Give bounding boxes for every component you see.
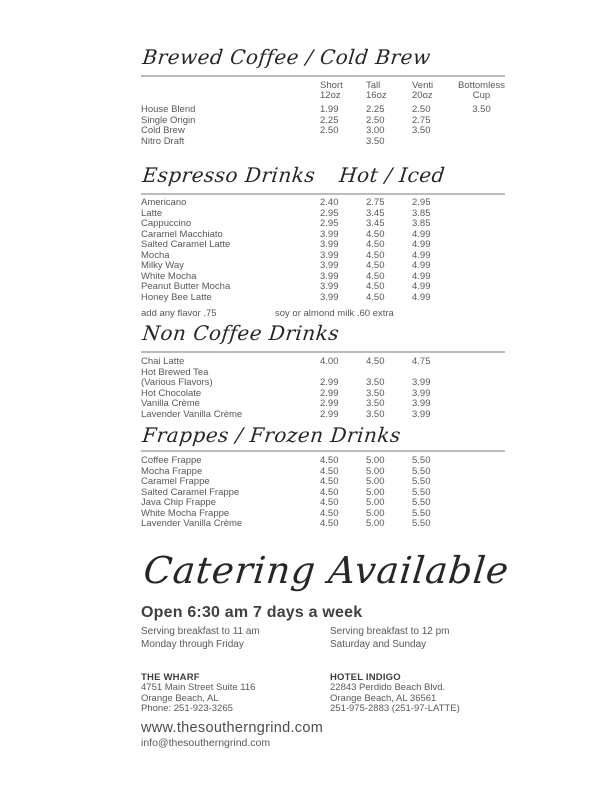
price-column-header: Tall 16oz [366, 80, 387, 101]
menu-item-price: 5.50 [412, 497, 431, 508]
menu-item-price: 2.50 [320, 125, 339, 136]
locations-section [141, 673, 505, 714]
section-title-main: Espresso Drinks [141, 163, 317, 187]
menu-item-row [141, 378, 505, 389]
hours-heading: Open 6:30 am 7 days a week [141, 604, 363, 621]
menu-item-price [412, 137, 458, 148]
menu-item-price: 3.50 [366, 387, 385, 399]
menu-item-name: Peanut Butter Mocha [141, 281, 231, 292]
menu-item-price: 3.99 [320, 260, 339, 271]
menu-items [141, 456, 505, 530]
menu-item-price: 4.50 [320, 476, 339, 487]
menu-item-name: Mocha Frappe [141, 465, 203, 477]
menu-item-price: 4.50 [366, 291, 385, 303]
menu-item-price: 5.50 [412, 518, 431, 529]
price-column-header: Short 12oz [320, 80, 343, 101]
section-title: Brewed Coffee / Cold Brew [141, 45, 432, 69]
menu-item-row [141, 240, 505, 251]
location-address-line: 4751 Main Street Suite 116 [141, 682, 256, 694]
menu-item-name: Milky Way [141, 260, 184, 271]
menu-item-price: 3.50 [366, 377, 385, 388]
menu-item-price: 5.50 [412, 455, 431, 466]
section-frappes [141, 421, 505, 530]
menu-item-price: 3.50 [366, 398, 385, 409]
menu-item-price: 5.50 [412, 465, 431, 477]
menu-item-name: Salted Caramel Latte [141, 239, 231, 250]
section-divider [141, 351, 505, 353]
milk-note: soy or almond milk .60 extra [275, 308, 394, 319]
menu-item-name: Honey Bee Latte [141, 291, 212, 303]
location-address-line: Orange Beach, AL 36561 [330, 692, 437, 704]
catering-section [141, 545, 512, 597]
menu-item-name: Caramel Macchiato [141, 228, 223, 240]
section-divider [141, 75, 505, 77]
menu-item-row [141, 519, 505, 530]
menu-item-price: 2.95 [412, 197, 431, 208]
menu-item-price: 3.99 [320, 239, 339, 250]
menu-item-price: 2.99 [320, 398, 339, 409]
menu-item-price: 5.00 [366, 507, 385, 519]
menu-item-price: 3.99 [412, 408, 431, 420]
price-column-header: Venti 20oz [412, 80, 434, 101]
menu-item-price: 4.75 [412, 356, 431, 367]
menu-item-price: 4.99 [412, 249, 431, 261]
section-espresso-drinks [141, 160, 505, 319]
menu-item-row [141, 293, 505, 304]
menu-item-row [141, 137, 505, 148]
menu-item-name: Caramel Frappe [141, 476, 210, 487]
menu-item-name: Single Origin [141, 114, 196, 126]
menu-item-price: 5.00 [366, 497, 385, 508]
menu-item-price: 3.99 [320, 291, 339, 303]
menu-item-price [458, 116, 505, 127]
contact-section [141, 720, 505, 750]
menu-item-price: 2.25 [320, 114, 339, 126]
menu-item-row [141, 219, 505, 230]
menu-item-price: 4.99 [412, 228, 431, 240]
menu-item-price: 4.50 [320, 465, 339, 477]
email-text: info@thesoutherngrind.com [141, 737, 271, 749]
menu-item-name: Cappuccino [141, 218, 192, 229]
menu-items [141, 357, 505, 420]
menu-item-name: Latte [141, 207, 163, 219]
weekday-hours: Serving breakfast to 11 am Monday through Friday [141, 626, 260, 650]
menu-item-price: 3.85 [412, 218, 431, 229]
menu-item-name: Cold Brew [141, 125, 185, 136]
menu-item-name: Lavender Vanilla Crème [141, 518, 243, 529]
menu-item-price: 2.95 [320, 218, 339, 229]
menu-item-price: 5.00 [366, 518, 385, 529]
menu-item-price: 4.50 [366, 239, 385, 250]
menu-item-price: 4.50 [320, 455, 339, 466]
menu-item-price: 4.50 [320, 486, 339, 498]
menu-item-price: 5.00 [366, 476, 385, 487]
menu-item-price: 4.99 [412, 260, 431, 271]
menu-item-price: 1.99 [320, 104, 339, 115]
menu-item-row [141, 498, 505, 509]
website-text: www.thesoutherngrind.com [141, 720, 324, 736]
menu-item-price: 4.00 [320, 356, 339, 367]
menu-item-row [141, 105, 505, 116]
menu-item-price: 3.99 [412, 387, 431, 399]
menu-item-price: 5.00 [366, 465, 385, 477]
menu-item-price: 5.50 [412, 507, 431, 519]
location-hotel-indigo [330, 673, 505, 714]
menu-item-price [458, 126, 505, 137]
flavor-note: add any flavor .75 [141, 308, 217, 319]
section-title: Frappes / Frozen Drinks [141, 423, 403, 447]
section-non-coffee-drinks [141, 318, 505, 420]
menu-item-price: 3.99 [320, 281, 339, 292]
menu-item-price: 2.99 [320, 408, 339, 420]
location-wharf [141, 673, 330, 714]
menu-item-row [141, 198, 505, 209]
price-column-header: Bottomless Cup [458, 80, 505, 101]
menu-item-price: 3.50 [366, 408, 385, 420]
menu-item-price: 4.99 [412, 291, 431, 303]
menu-item-price: 2.50 [412, 104, 431, 115]
menu-item-name: Nitro Draft [141, 135, 185, 147]
menu-item-name: House Blend [141, 104, 196, 115]
menu-item-price: 5.50 [412, 486, 431, 498]
menu-item-row [141, 357, 505, 368]
section-divider [141, 193, 505, 195]
location-address-line: 22843 Perdido Beach Blvd. [330, 682, 446, 694]
location-name: HOTEL INDIGO [330, 672, 401, 683]
section-title: Non Coffee Drinks [141, 321, 341, 345]
menu-item-price: 3.50 [472, 104, 491, 115]
menu-item-price: 3.99 [320, 270, 339, 282]
menu-item-price: 2.50 [366, 114, 385, 126]
menu-item-name: Java Chip Frappe [141, 497, 216, 508]
menu-item-name: Hot Brewed Tea [141, 366, 209, 378]
menu-item-name: Vanilla Crème [141, 398, 200, 409]
menu-item-price: 3.99 [412, 377, 431, 388]
menu-item-name: Hot Chocolate [141, 387, 202, 399]
menu-item-name: Americano [141, 197, 187, 208]
menu-item-price: 3.99 [320, 228, 339, 240]
menu-item-row [141, 282, 505, 293]
menu-item-price: 2.75 [366, 197, 385, 208]
menu-item-row [141, 477, 505, 488]
menu-item-row [141, 126, 505, 137]
menu-item-price: 2.40 [320, 197, 339, 208]
serving-hours [141, 626, 505, 651]
menu-item-name: White Mocha Frappe [141, 507, 230, 519]
menu-item-price: 3.45 [366, 218, 385, 229]
menu-item-price: 3.50 [366, 135, 385, 147]
menu-item-price: 4.99 [412, 281, 431, 292]
location-name: THE WHARF [141, 672, 200, 683]
menu-item-name: (Various Flavors) [141, 377, 213, 388]
menu-item-row [141, 456, 505, 467]
catering-heading: Catering Available [141, 549, 512, 592]
section-title-sub: Hot / Iced [338, 163, 447, 187]
menu-item-row [141, 399, 505, 410]
menu-item-name: Mocha [141, 249, 170, 261]
menu-item-name: White Mocha [141, 270, 197, 282]
menu-item-price: 5.00 [366, 455, 385, 466]
menu-item-price: 2.25 [366, 104, 385, 115]
section-brewed-coffee [141, 42, 505, 147]
menu-item-price: 5.00 [366, 486, 385, 498]
menu-item-price: 2.99 [320, 387, 339, 399]
menu-item-price: 3.85 [412, 207, 431, 219]
menu-items [141, 198, 505, 303]
menu-item-price: 4.50 [366, 281, 385, 292]
menu-item-price: 4.50 [320, 518, 339, 529]
menu-item-name: Coffee Frappe [141, 455, 202, 466]
menu-item-price: 3.00 [366, 125, 385, 136]
menu-item-price: 4.50 [320, 497, 339, 508]
location-phone: 251-975-2883 (251-97-LATTE) [330, 702, 460, 714]
section-title [141, 160, 508, 190]
menu-items [141, 105, 505, 147]
menu-item-price: 4.50 [366, 260, 385, 271]
menu-item-price: 4.50 [366, 228, 385, 240]
menu-item-row [141, 410, 505, 421]
menu-item-price: 3.99 [412, 398, 431, 409]
menu-item-price [320, 137, 366, 148]
menu-item-price: 2.99 [320, 377, 339, 388]
menu-item-price: 2.75 [412, 114, 431, 126]
menu-item-name: Salted Caramel Frappe [141, 486, 240, 498]
menu-item-price: 5.50 [412, 476, 431, 487]
menu-item-price: 4.50 [366, 270, 385, 282]
weekend-hours: Serving breakfast to 12 pm Saturday and Sunday [330, 626, 450, 650]
menu-item-row [141, 261, 505, 272]
menu-item-price: 4.99 [412, 239, 431, 250]
hours-section [141, 603, 505, 651]
menu-item-name: Lavender Vanilla Crème [141, 408, 243, 420]
menu-item-price: 3.50 [412, 125, 431, 136]
menu-item-name: Chai Latte [141, 356, 185, 367]
menu-item-price: 4.50 [320, 507, 339, 519]
location-phone: Phone: 251-923-3265 [141, 702, 233, 714]
section-divider [141, 450, 505, 452]
price-column-headers [141, 81, 505, 101]
menu-item-price: 3.45 [366, 207, 385, 219]
menu-item-price [458, 137, 505, 148]
menu-item-price: 2.95 [320, 207, 339, 219]
menu-item-price: 4.50 [366, 356, 385, 367]
menu-item-price: 4.99 [412, 270, 431, 282]
location-address-line: Orange Beach, AL [141, 692, 219, 704]
menu-item-price: 4.50 [366, 249, 385, 261]
menu-item-price: 3.99 [320, 249, 339, 261]
